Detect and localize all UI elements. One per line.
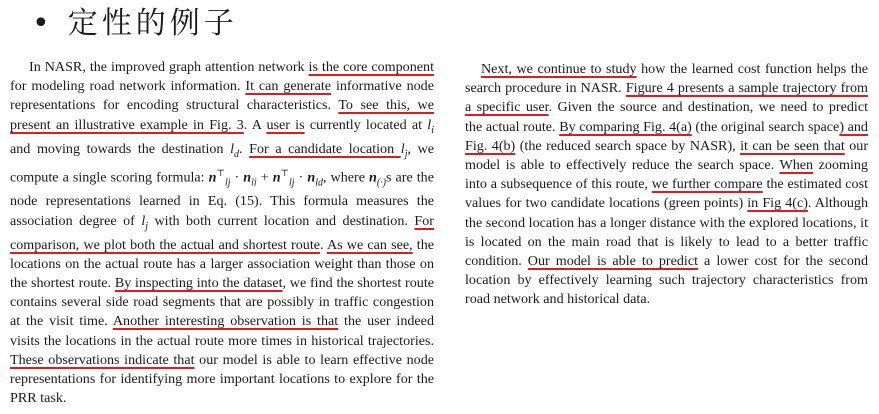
subscript: l xyxy=(289,177,292,189)
subscript: d xyxy=(234,148,240,160)
vector-symbol: n xyxy=(369,169,377,186)
text-run: In NASR, the improved graph attention network xyxy=(29,59,309,75)
text-run: . Although the second location has a longer distance with the explored locations, it is located on the main road that is likely to lead to a better traffic condition. xyxy=(465,195,869,270)
math-symbol: l xyxy=(141,212,146,229)
text-run: and moving towards the destination xyxy=(10,140,231,157)
text-run: the locations on the actual route has a larger association weight than those on the shortest route. xyxy=(10,236,434,291)
highlighted-phrase: in Fig 4(c) xyxy=(747,195,808,212)
highlighted-phrase: By inspecting into the dataset xyxy=(114,274,283,291)
superscript: ⊤ xyxy=(280,167,290,178)
subscript: l xyxy=(251,177,254,189)
superscript: ⊤ xyxy=(216,167,225,178)
vector-symbol: n xyxy=(307,169,316,186)
vector-symbol: n xyxy=(272,169,281,186)
text-run: , where xyxy=(322,169,369,186)
highlighted-phrase: ) and Fig. 4(b) xyxy=(465,118,868,154)
left-paragraph-text xyxy=(10,58,434,408)
math-symbol: l xyxy=(230,140,235,157)
highlighted-phrase: To see this, we present an illustrative example in Fig. 3 xyxy=(10,97,434,133)
text-run: (the original search space xyxy=(691,118,840,135)
slide-heading xyxy=(32,4,238,44)
math-symbol: l xyxy=(400,140,405,157)
text-run: . Given the source and destination, we need to predict the actual route. xyxy=(465,99,869,135)
highlighted-phrase: Another interesting observation is that xyxy=(112,313,339,330)
text-run: + xyxy=(256,169,273,186)
highlighted-phrase: it can be seen that xyxy=(740,137,845,154)
text-run: , we compute a single scoring formula: xyxy=(10,140,435,186)
text-run: our model is able to learn effective node representations for identifying more important locations to explore for the PRR task. xyxy=(10,351,435,407)
highlighted-phrase: As we can see, xyxy=(326,236,413,253)
highlighted-phrase: Figure 4 presents a sample trajectory from a specific user xyxy=(465,80,868,116)
subscript: j xyxy=(227,177,231,189)
text-run: · xyxy=(294,169,308,186)
highlighted-phrase: Next, we continue to study xyxy=(481,61,637,77)
highlighted-phrase: For comparison, we plot both the actual and shortest route xyxy=(10,212,434,253)
highlighted-phrase: is the core component xyxy=(308,59,434,75)
text-run: currently located at xyxy=(304,116,428,133)
subscript: l xyxy=(224,177,228,189)
bullet-icon: • xyxy=(32,6,54,41)
subscript: j xyxy=(145,220,149,232)
right-paragraph-text xyxy=(465,60,868,310)
text-run: how the learned cost function helps the search procedure in NASR. xyxy=(465,61,868,97)
subscript: d xyxy=(317,177,323,189)
text-run: s are the node representations learned in Eq. (15). This formula measures the association degree of xyxy=(10,169,434,229)
text-run: . A xyxy=(243,116,267,133)
text-run: the estimated cost values for two candidate locations (green points) xyxy=(465,176,868,212)
text-run: zooming into a subsequence of this route, xyxy=(465,157,868,193)
text-run: for modeling road network information. xyxy=(10,78,246,95)
text-run: a lower cost for the second location by effectively learning such trajectory characteristics from road network and historical data. xyxy=(465,253,868,308)
subscript: i xyxy=(253,177,257,189)
text-run: with both current location and destination. xyxy=(148,212,415,229)
highlighted-phrase: For a candidate location xyxy=(249,140,401,157)
text-run: the user indeed visits the locations in the actual route more times in historical trajectories. xyxy=(10,313,434,349)
text-run: informative node representations for encoding structural characteristics. xyxy=(10,78,434,114)
subscript: (·) xyxy=(376,177,387,189)
highlighted-phrase: When xyxy=(779,157,814,174)
highlighted-phrase: user is xyxy=(266,116,305,133)
subscript: i xyxy=(431,124,434,136)
math-symbol: l xyxy=(427,116,432,133)
highlighted-phrase: Our model is able to predict xyxy=(527,253,699,270)
text-run: · xyxy=(230,169,244,186)
vector-symbol: n xyxy=(208,169,217,186)
heading-title: 定性的例子 xyxy=(67,6,238,41)
text-run: . xyxy=(239,140,250,157)
text-run: . xyxy=(320,236,327,253)
text-run: , we find the shortest route contains several side road segments that are possibly in traffic congestion at the visit time. xyxy=(10,274,434,330)
highlighted-phrase: It can generate xyxy=(245,78,332,95)
highlighted-phrase: we further compare xyxy=(651,176,763,193)
subscript: j xyxy=(291,177,295,189)
highlighted-phrase: These observations indicate that xyxy=(10,351,195,368)
subscript: l xyxy=(315,177,318,189)
highlighted-phrase: By comparing Fig. 4(a) xyxy=(559,118,692,135)
subscript: j xyxy=(404,148,408,160)
right-paragraph xyxy=(465,60,868,310)
left-paragraph xyxy=(10,58,434,408)
text-run: our model is able to effectively reduce the search space. xyxy=(465,137,869,174)
text-run: (the reduced search space by NASR), xyxy=(515,137,741,154)
vector-symbol: n xyxy=(243,169,252,186)
